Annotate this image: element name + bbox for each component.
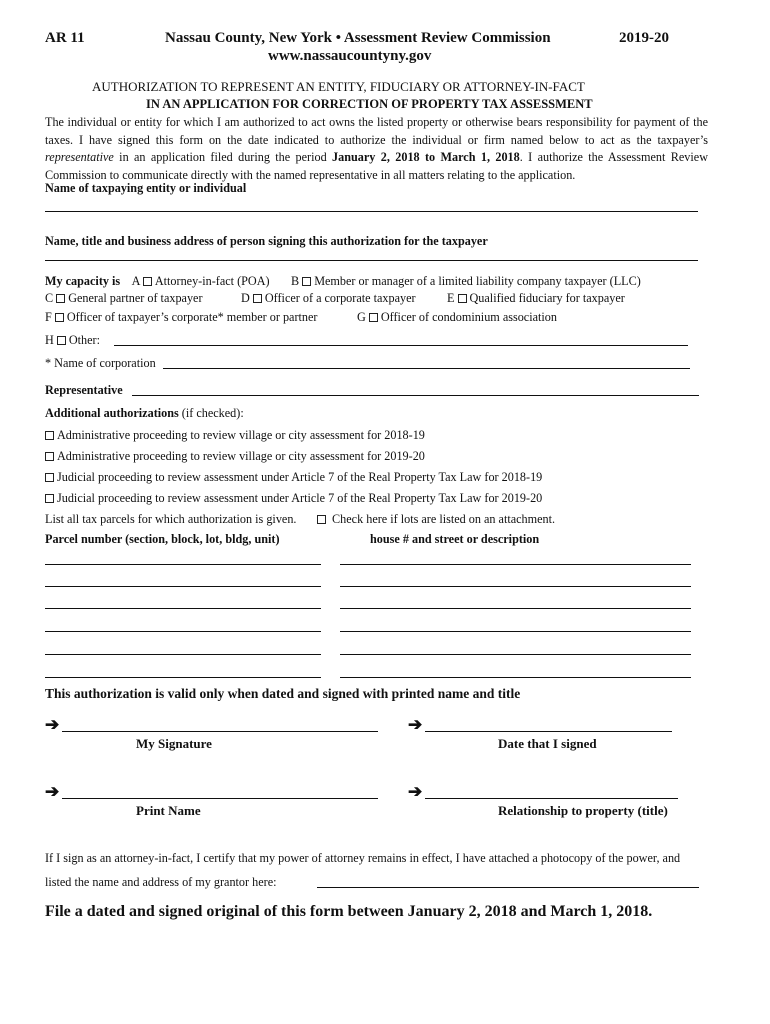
validity-statement: This authorization is valid only when dated and signed with printed name and title: [45, 686, 521, 701]
relationship-label: Relationship to property (title): [498, 803, 668, 818]
parcel-instruction: List all tax parcels for which authorization is given.: [45, 512, 297, 526]
signature-field[interactable]: [62, 731, 378, 732]
capacity-g-letter: G: [357, 310, 366, 324]
form-code: AR 11: [45, 30, 85, 46]
additional-suffix: (if checked):: [178, 406, 244, 420]
form-subtitle: IN AN APPLICATION FOR CORRECTION OF PROPERTY TAX ASSESSMENT: [146, 97, 593, 111]
capacity-d-checkbox[interactable]: [253, 294, 262, 303]
attachment-checkbox[interactable]: [317, 515, 326, 524]
additional-label: Additional authorizations: [45, 406, 179, 420]
date-signed-label: Date that I signed: [498, 736, 597, 751]
capacity-f-letter: F: [45, 310, 52, 324]
street-description-header: house # and street or description: [370, 532, 540, 546]
street-description-field[interactable]: [340, 631, 691, 632]
intro-paragraph: [45, 114, 708, 184]
attorney-note-line2: listed the name and address of my grantor here:: [45, 875, 277, 889]
capacity-d-text: Officer of a corporate taxpayer: [264, 291, 416, 305]
capacity-h: [45, 333, 100, 348]
capacity-a-letter: A: [131, 274, 140, 288]
parcel-number-field[interactable]: [45, 654, 321, 655]
additional-item-text: Administrative proceeding to review village or city assessment for 2018-19: [57, 428, 425, 442]
agency-website: www.nassaucountyny.gov: [268, 48, 432, 64]
street-description-field[interactable]: [340, 586, 691, 587]
attachment-text: Check here if lots are listed on an attachment.: [332, 512, 556, 526]
capacity-e-checkbox[interactable]: [458, 294, 467, 303]
capacity-a-checkbox[interactable]: [143, 277, 152, 286]
street-description-field[interactable]: [340, 564, 691, 565]
arrow-right-icon: ➔: [408, 782, 423, 801]
print-name-field[interactable]: [62, 798, 378, 799]
capacity-f: [45, 310, 317, 325]
capacity-c-letter: C: [45, 291, 54, 305]
filing-instruction: File a dated and signed original of this form between January 2, 2018 and March 1, 2018.: [45, 903, 653, 920]
capacity-e-letter: E: [447, 291, 455, 305]
capacity-h-text: Other:: [68, 333, 100, 347]
capacity-e: [447, 291, 625, 306]
additional-item-text: Judicial proceeding to review assessment under Article 7 of the Real Property Tax Law for 2018-19: [57, 470, 543, 484]
form-title: AUTHORIZATION TO REPRESENT AN ENTITY, FIDUCIARY OR ATTORNEY-IN-FACT: [92, 79, 585, 94]
additional-item-checkbox[interactable]: [45, 431, 54, 440]
attachment-check: [317, 512, 555, 527]
street-description-field[interactable]: [340, 654, 691, 655]
additional-item: [45, 491, 542, 506]
additional-authorizations-heading: [45, 406, 244, 421]
my-signature-label: My Signature: [136, 736, 212, 751]
capacity-row-1: [45, 274, 270, 289]
additional-item: [45, 428, 425, 443]
parcel-number-field[interactable]: [45, 608, 321, 609]
capacity-b: [291, 274, 641, 289]
intro-part2: in an application filed during the period: [113, 150, 333, 164]
agency-name: Nassau County, New York • Assessment Review Commission: [165, 30, 551, 46]
capacity-f-checkbox[interactable]: [55, 313, 64, 322]
capacity-g-text: Officer of condominium association: [380, 310, 557, 324]
corporation-name-label: * Name of corporation: [45, 356, 156, 370]
additional-item-checkbox[interactable]: [45, 494, 54, 503]
capacity-c: [45, 291, 203, 306]
taxpayer-name-label: Name of taxpaying entity or individual: [45, 181, 247, 195]
capacity-g: [357, 310, 557, 325]
capacity-d-letter: D: [241, 291, 250, 305]
additional-item-checkbox[interactable]: [45, 452, 54, 461]
representative-label: Representative: [45, 383, 123, 397]
additional-item-text: Administrative proceeding to review village or city assessment for 2019-20: [57, 449, 425, 463]
capacity-b-checkbox[interactable]: [302, 277, 311, 286]
parcel-number-field[interactable]: [45, 586, 321, 587]
date-signed-field[interactable]: [425, 731, 672, 732]
capacity-b-text: Member or manager of a limited liability company taxpayer (LLC): [314, 274, 641, 288]
signer-label: Name, title and business address of person signing this authorization for the taxpayer: [45, 234, 488, 248]
arrow-right-icon: ➔: [45, 782, 60, 801]
additional-item-checkbox[interactable]: [45, 473, 54, 482]
capacity-h-checkbox[interactable]: [57, 336, 66, 345]
corporation-name-field[interactable]: [163, 368, 690, 369]
capacity-label: My capacity is: [45, 274, 121, 288]
representative-field[interactable]: [132, 395, 699, 396]
additional-item: [45, 449, 425, 464]
street-description-field[interactable]: [340, 677, 691, 678]
intro-representative: representative: [45, 150, 114, 164]
capacity-d: [241, 291, 416, 306]
additional-item-text: Judicial proceeding to review assessment under Article 7 of the Real Property Tax Law for 2019-20: [57, 491, 543, 505]
intro-part1: The individual or entity for which I am authorized to act owns the listed property or otherwise bears responsibility for payment of the taxes. I have signed this form on the date indicated to authorize the individual or firm named below to act as the taxpayer’s: [45, 115, 708, 147]
additional-item: [45, 470, 542, 485]
parcel-number-field[interactable]: [45, 677, 321, 678]
signer-field[interactable]: [45, 260, 698, 261]
capacity-h-letter: H: [45, 333, 54, 347]
capacity-a-text: Attorney-in-fact (POA): [154, 274, 270, 288]
arrow-right-icon: ➔: [408, 715, 423, 734]
print-name-label: Print Name: [136, 803, 201, 818]
attorney-note-line1: If I sign as an attorney-in-fact, I certify that my power of attorney remains in effect, I have attached a photocopy of the power, and: [45, 851, 681, 865]
capacity-c-text: General partner of taxpayer: [68, 291, 203, 305]
capacity-b-letter: B: [291, 274, 300, 288]
parcel-number-field[interactable]: [45, 631, 321, 632]
parcel-number-field[interactable]: [45, 564, 321, 565]
capacity-other-field[interactable]: [114, 345, 688, 346]
street-description-field[interactable]: [340, 608, 691, 609]
form-year: 2019-20: [619, 30, 669, 46]
taxpayer-name-field[interactable]: [45, 211, 698, 212]
arrow-right-icon: ➔: [45, 715, 60, 734]
grantor-field[interactable]: [317, 887, 699, 888]
capacity-e-text: Qualified fiduciary for taxpayer: [469, 291, 625, 305]
parcel-number-header: Parcel number (section, block, lot, bldg, unit): [45, 532, 280, 546]
intro-part3: . I authorize the Assessment Review Commission to communicate directly with the named representative in all matters relating to the application.: [45, 150, 708, 182]
capacity-g-checkbox[interactable]: [369, 313, 378, 322]
capacity-c-checkbox[interactable]: [56, 294, 65, 303]
capacity-f-text: Officer of taxpayer’s corporate* member or partner: [66, 310, 318, 324]
relationship-field[interactable]: [425, 798, 678, 799]
intro-period: January 2, 2018 to March 1, 2018: [332, 150, 520, 164]
